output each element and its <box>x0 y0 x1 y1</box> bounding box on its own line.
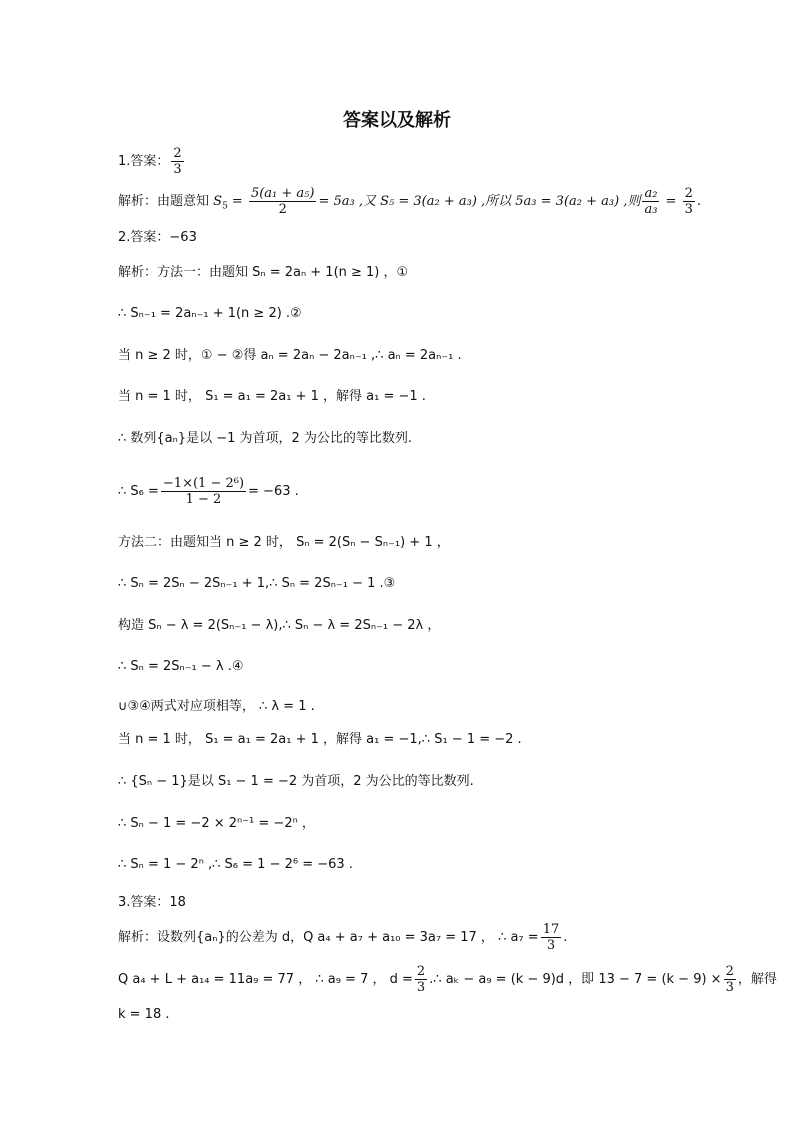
q2-line-14: ∴ Sₙ − 1 = −2 × 2ⁿ⁻¹ = −2ⁿ ， <box>118 816 315 831</box>
q2-line-13: ∴ {Sₙ − 1}是以 S₁ − 1 = −2 为首项，2 为公比的等比数列. <box>118 774 474 789</box>
page-title: 答案以及解析 <box>343 110 451 131</box>
q2-s6-line: ∴ S₆ = $\frac{\text{−1×(1 − 2⁶)}}{1 - 2}$ = −63 . <box>118 476 299 507</box>
q2-line-11: ∪③④两式对应项相等， ∴ λ = 1 . <box>118 699 315 714</box>
q3-line-2: Q a₄ + L + a₁₄ = 11a₉ = 77 ， ∴ a₉ = 7 ， d = $\frac{2}{3}$ .∴ aₖ − a₉ = (k − 9)d ，即 13 − 7 = (k − 9) × $\frac{2}{3}$ ，解得 <box>118 964 777 995</box>
q1-answer-label: 1.答案： <box>118 154 170 169</box>
q2-line-5: ∴ 数列{aₙ}是以 −1 为首项，2 为公比的等比数列. <box>118 431 413 446</box>
q1-analysis-line: 解析：由题意知 $S_5$ = $\frac{\text{5(a₁ + a₅)}}{2}$ = 5a₃ ,又 S₅ = 3(a₂ + a₃) ,所以 5a₃ = 3(a₂ + a₃) ,则 $\frac{\text{a₂}}{\text{a₃}}$ = $\frac{2}{3}$ . <box>118 186 702 217</box>
q1-s5-rhs: = 5a₃ ,又 S₅ = 3(a₂ + a₃) ,所以 5a₃ = 3(a₂ + a₃) ,则 <box>318 194 641 209</box>
q2-line-4: 当 n = 1 时， S₁ = a₁ = 2a₁ + 1 ，解得 a₁ = −1 . <box>118 389 426 404</box>
q2-answer-value: −63 <box>169 230 197 245</box>
q1-answer-fraction: $\frac{2}{3}$ <box>173 146 182 177</box>
q2-line-2: ∴ Sₙ₋₁ = 2aₙ₋₁ + 1(n ≥ 2) .② <box>118 306 302 321</box>
q2-line-7: 方法二：由题知当 n ≥ 2 时， Sₙ = 2(Sₙ − Sₙ₋₁) + 1 ， <box>118 535 450 550</box>
q3-a7-fraction: $\frac{17}{3}$ <box>542 922 560 953</box>
q1-answer-line <box>118 146 186 177</box>
q2-s6-fraction: $\frac{\text{−1×(1 − 2⁶)}}{1 - 2}$ <box>162 476 245 507</box>
q1-s5-fraction: $\frac{\text{5(a₁ + a₅)}}{2}$ <box>250 186 315 217</box>
q1-ratio-value: $\frac{2}{3}$ <box>684 186 693 217</box>
q3-line-1: 解析：设数列{aₙ}的公差为 d，Q a₄ + a₇ + a₁₀ = 3a₇ = 17 ， ∴ a₇ = $\frac{17}{3}$ . <box>118 922 568 953</box>
q2-answer-line: 2.答案：−63 <box>118 230 197 245</box>
q2-line-10: ∴ Sₙ = 2Sₙ₋₁ − λ .④ <box>118 659 244 674</box>
q1-ratio-fraction: $\frac{\text{a₂}}{\text{a₃}}$ <box>644 186 658 217</box>
q2-line-9: 构造 Sₙ − λ = 2(Sₙ₋₁ − λ),∴ Sₙ − λ = 2Sₙ₋₁ − 2λ ， <box>118 618 441 633</box>
q2-line-15: ∴ Sₙ = 1 − 2ⁿ ,∴ S₆ = 1 − 2⁶ = −63 . <box>118 857 353 872</box>
q3-d-fraction: $\frac{2}{3}$ <box>416 964 426 995</box>
q2-line-1: 解析：方法一：由题知 Sₙ = 2aₙ + 1(n ≥ 1) ，① <box>118 265 409 280</box>
q2-line-3: 当 n ≥ 2 时，① − ②得 aₙ = 2aₙ − 2aₙ₋₁ ,∴ aₙ = 2aₙ₋₁ . <box>118 348 462 363</box>
q1-analysis-prefix: 解析：由题意知 <box>118 194 210 209</box>
q3-line-3: k = 18 . <box>118 1007 170 1022</box>
q2-line-12: 当 n = 1 时， S₁ = a₁ = 2a₁ + 1 ，解得 a₁ = −1,∴ S₁ − 1 = −2 . <box>118 732 522 747</box>
q3-answer-line: 3.答案：18 <box>118 895 186 910</box>
q2-line-8: ∴ Sₙ = 2Sₙ − 2Sₙ₋₁ + 1,∴ Sₙ = 2Sₙ₋₁ − 1 .③ <box>118 576 396 591</box>
q3-k-fraction: $\frac{2}{3}$ <box>725 964 734 995</box>
